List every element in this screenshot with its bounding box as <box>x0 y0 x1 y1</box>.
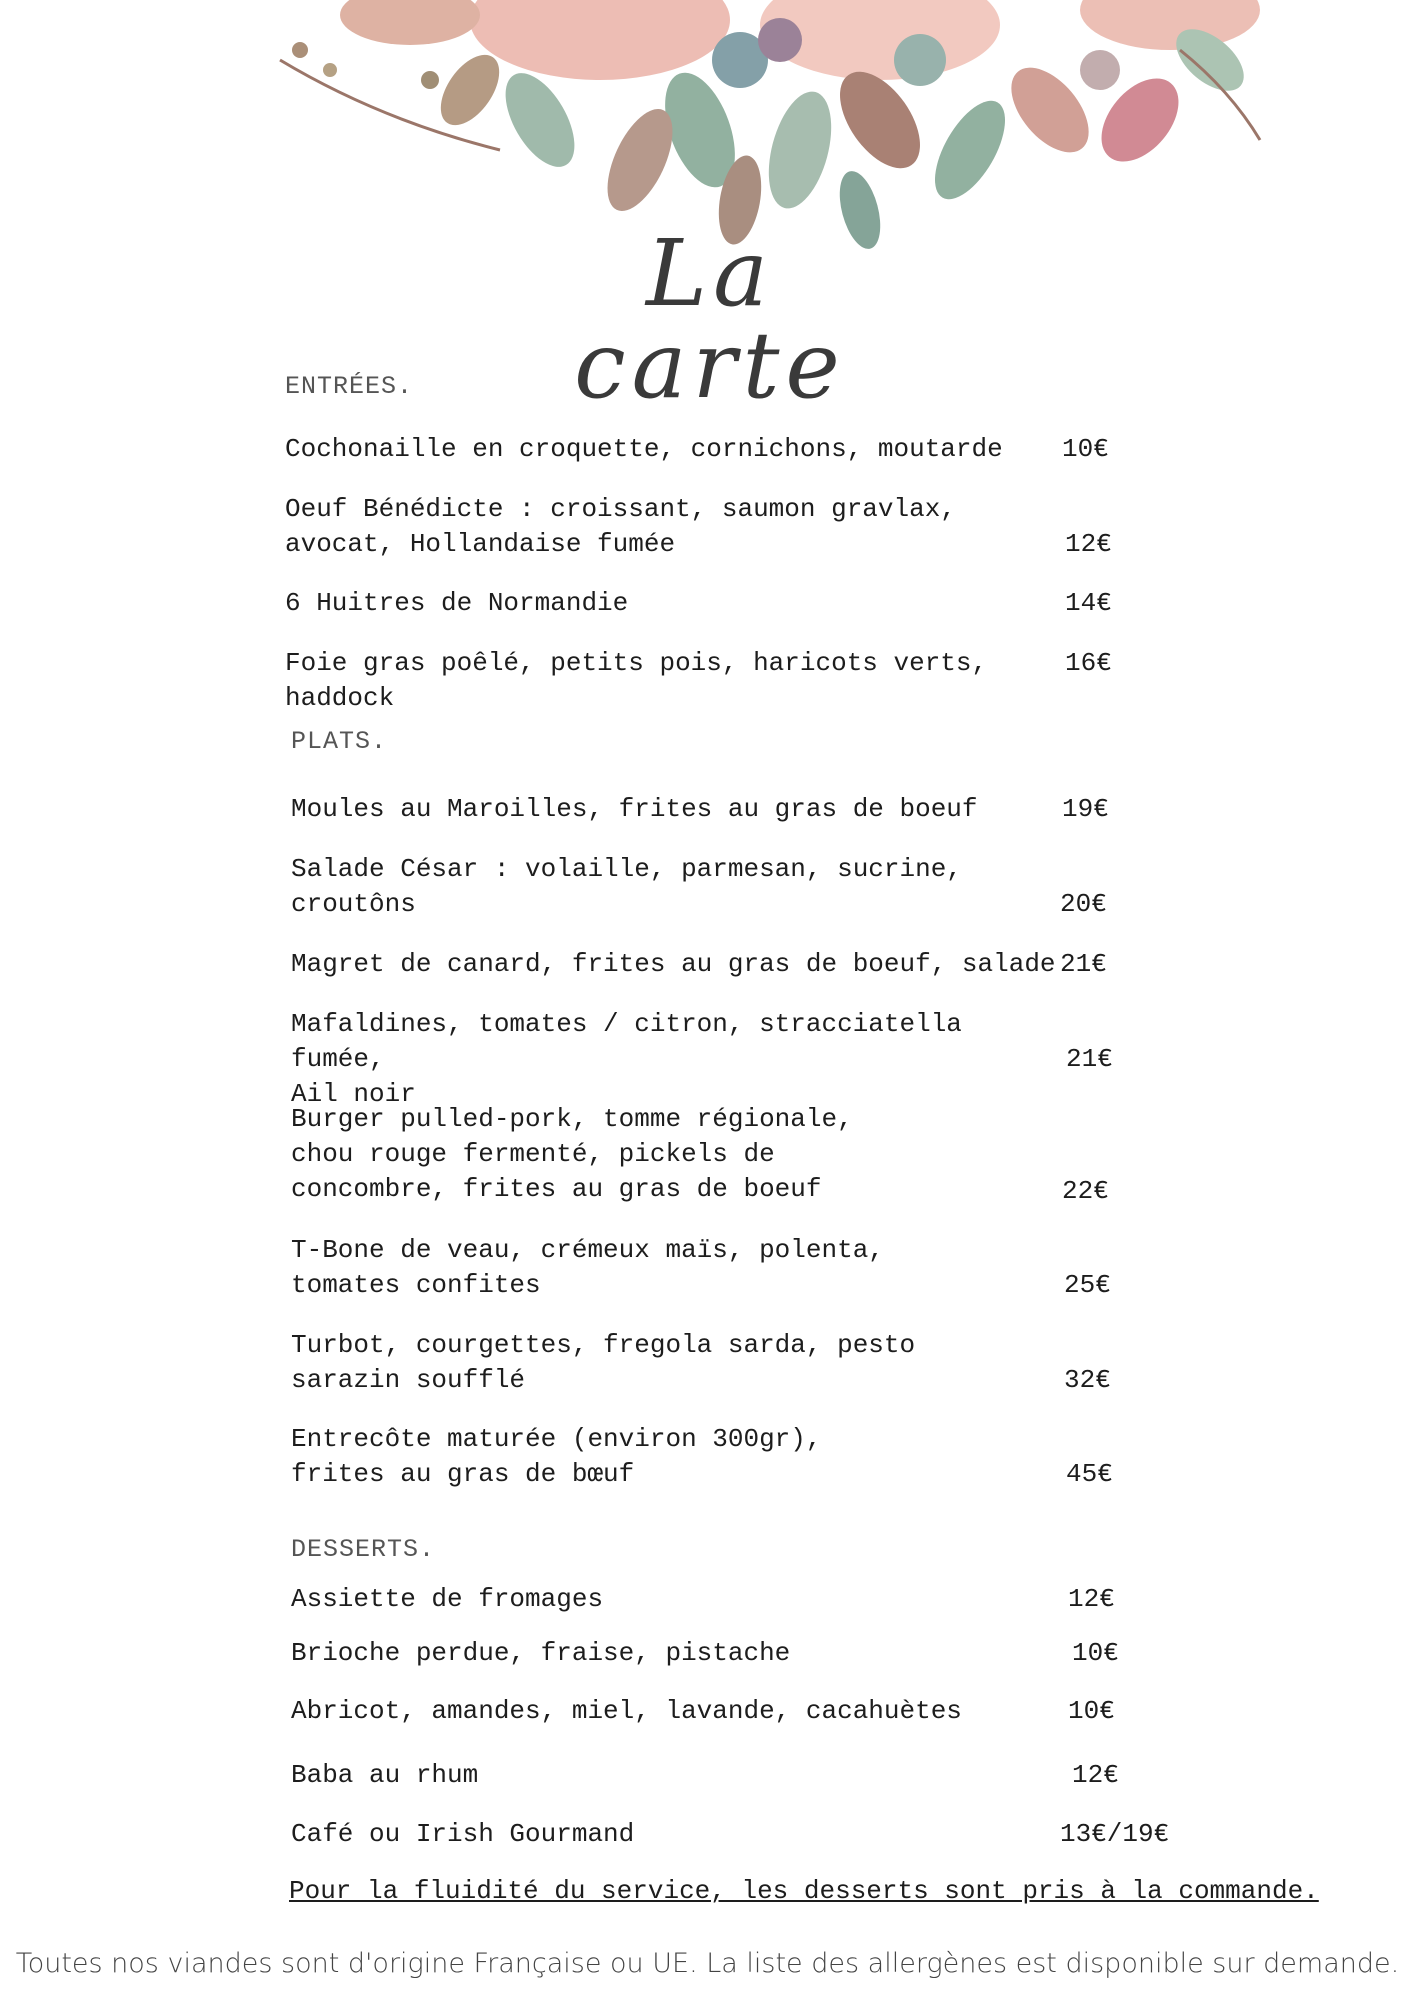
menu-item-price: 12€ <box>1068 1584 1115 1614</box>
menu-item: Brioche perdue, fraise, pistache <box>291 1638 791 1668</box>
menu-item-price: 12€ <box>1065 529 1112 559</box>
menu-item: 6 Huitres de Normandie <box>285 588 629 618</box>
menu-item-price: 19€ <box>1062 794 1109 824</box>
menu-item-price: 12€ <box>1072 1760 1119 1790</box>
service-note: Pour la fluidité du service, les desserts sont pris à la commande. <box>289 1876 1319 1906</box>
menu-item-price: 10€ <box>1068 1696 1115 1726</box>
section-heading-entrees: ENTRÉES. <box>285 372 414 401</box>
menu-item: Assiette de fromages <box>291 1584 604 1614</box>
menu-item: T-Bone de veau, crémeux maïs, polenta, tomates confites <box>291 1235 884 1300</box>
menu-item: Mafaldines, tomates / citron, stracciatella fumée, Ail noir <box>291 1009 962 1109</box>
menu-item: Turbot, courgettes, fregola sarda, pesto sarazin soufflé <box>291 1330 916 1395</box>
menu-item-price: 10€ <box>1062 434 1109 464</box>
menu-item-price: 45€ <box>1066 1459 1113 1489</box>
menu-item: Burger pulled-pork, tomme régionale, chou rouge fermenté, pickels de concombre, frites au gras de boeuf <box>291 1104 853 1204</box>
section-heading-plats: PLATS. <box>291 727 388 756</box>
menu-item-price: 13€/19€ <box>1060 1819 1170 1849</box>
menu-item: Cochonaille en croquette, cornichons, moutarde <box>285 434 1003 464</box>
menu-item-price: 16€ <box>1065 648 1112 678</box>
menu-item: Moules au Maroilles, frites au gras de boeuf <box>291 794 978 824</box>
menu-item-price: 25€ <box>1064 1270 1111 1300</box>
menu-item-price: 14€ <box>1065 588 1112 618</box>
menu-item-price: 22€ <box>1062 1176 1109 1206</box>
menu-item: Magret de canard, frites au gras de boeuf, salade <box>291 949 1056 979</box>
menu-item: Baba au rhum <box>291 1760 479 1790</box>
menu-item-price: 21€ <box>1060 949 1107 979</box>
menu-item-price: 21€ <box>1066 1044 1113 1074</box>
menu-item: Oeuf Bénédicte : croissant, saumon gravlax, avocat, Hollandaise fumée <box>285 494 956 559</box>
menu-item: Salade César : volaille, parmesan, sucrine, croutôns <box>291 854 962 919</box>
menu-item: Abricot, amandes, miel, lavande, cacahuètes <box>291 1696 962 1726</box>
menu-item: Café ou Irish Gourmand <box>291 1819 635 1849</box>
menu-item: Foie gras poêlé, petits pois, haricots verts, haddock <box>285 648 988 713</box>
menu-item-price: 10€ <box>1072 1638 1119 1668</box>
menu-item-price: 20€ <box>1060 889 1107 919</box>
menu-title: La carte <box>574 220 846 419</box>
footer-allergen-notice: Toutes nos viandes sont d'origine Française ou UE. La liste des allergènes est disponible sur demande. <box>15 1948 1400 1979</box>
menu-item: Entrecôte maturée (environ 300gr), frites au gras de bœuf <box>291 1424 822 1489</box>
section-heading-desserts: DESSERTS. <box>291 1535 436 1564</box>
menu-item-price: 32€ <box>1064 1365 1111 1395</box>
